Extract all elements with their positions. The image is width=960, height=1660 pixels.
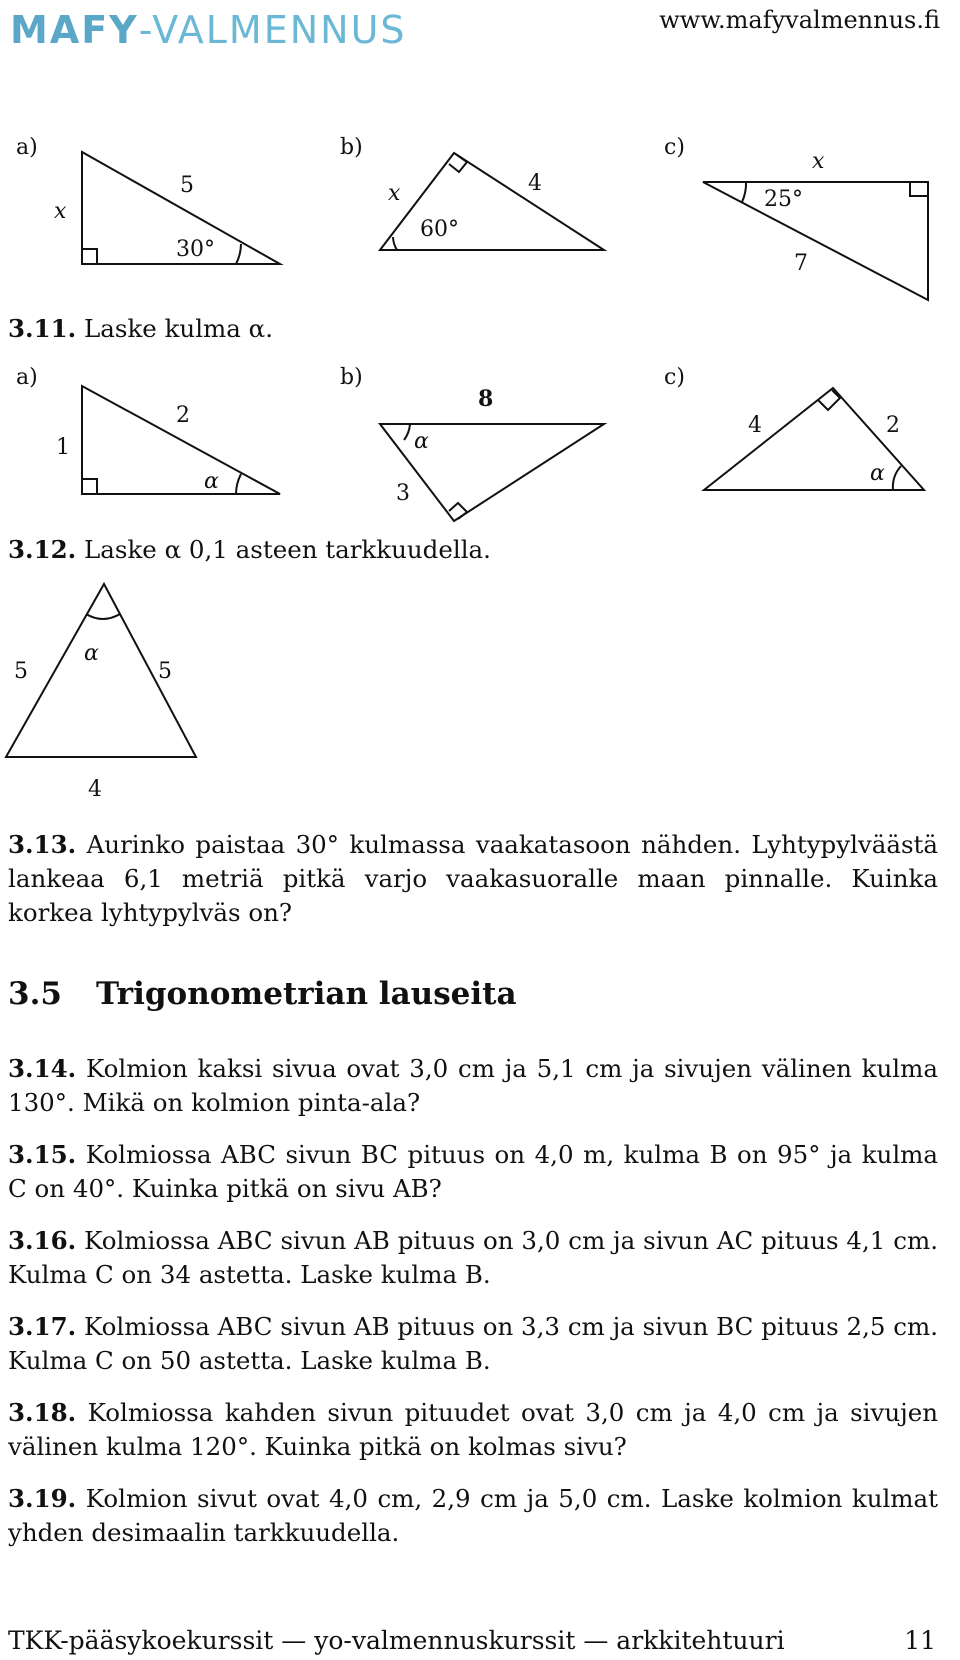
problem-text: Laske kulma α. <box>84 314 274 343</box>
fig-311-label-c: c) <box>664 365 685 390</box>
problem-number: 3.13. <box>8 830 77 859</box>
problem-text: Kolmion sivut ovat 4,0 cm, 2,9 cm ja 5,0 cm. Laske kolmion kulmat yhden desimaalin tarkkuudella. <box>8 1484 938 1547</box>
fig-311-c-angle: α <box>870 461 885 486</box>
fig-312-angle: α <box>84 641 99 666</box>
fig-311-a-side: 1 <box>56 435 70 460</box>
problem-number: 3.18. <box>8 1398 77 1427</box>
fig-label-a: a) <box>16 135 38 160</box>
fig-label-b: b) <box>340 135 363 160</box>
problem-text: Kolmiossa ABC sivun AB pituus on 3,3 cm ja sivun BC pituus 2,5 cm. Kulma C on 50 astetta. Laske kulma B. <box>8 1312 938 1375</box>
problem-3-16 <box>8 1224 938 1292</box>
footer-text: TKK-pääsykoekurssit — yo-valmennuskurssit — arkkitehtuuri <box>8 1626 785 1655</box>
problem-text: Kolmiossa ABC sivun BC pituus on 4,0 m, kulma B on 95° ja kulma C on 40°. Kuinka pitkä on sivu AB? <box>8 1140 938 1203</box>
fig-311-b-side: 3 <box>396 481 410 506</box>
fig-312-right: 5 <box>158 659 172 684</box>
problem-text: Laske α 0,1 asteen tarkkuudella. <box>84 535 491 564</box>
logo-part2: -VALMENNUS <box>138 8 407 52</box>
problem-3-14 <box>8 1052 938 1120</box>
problem-number: 3.11. <box>8 314 77 343</box>
problem-text: Kolmiossa ABC sivun AB pituus on 3,0 cm ja sivun AC pituus 4,1 cm. Kulma C on 34 astetta. Laske kulma B. <box>8 1226 938 1289</box>
fig-311-label-a: a) <box>16 365 38 390</box>
fig-label-c: c) <box>664 135 685 160</box>
problem-text: Aurinko paistaa 30° kulmassa vaakatasoon nähden. Lyhtypylväästä lankeaa 6,1 metriä pitkä varjo vaakasuoralle maan pinnalle. Kuinka korkea lyhtypylväs on? <box>8 830 938 927</box>
fig-311-label-b: b) <box>340 365 363 390</box>
fig-311-c-right: 2 <box>886 413 900 438</box>
problem-3-17 <box>8 1310 938 1378</box>
fig-top-a-side: x <box>54 199 67 224</box>
fig-top-c-hyp: 7 <box>794 251 808 276</box>
problem-text: Kolmiossa kahden sivun pituudet ovat 3,0 cm ja 4,0 cm ja sivujen välinen kulma 120°. Kuinka pitkä on kolmas sivu? <box>8 1398 938 1461</box>
page-number: 11 <box>904 1626 936 1655</box>
problem-number: 3.16. <box>8 1226 77 1255</box>
problem-3-18 <box>8 1396 938 1464</box>
problem-number: 3.14. <box>8 1054 77 1083</box>
fig-311-c-left: 4 <box>748 413 762 438</box>
problem-number: 3.17. <box>8 1312 77 1341</box>
section-title: Trigonometrian lauseita <box>95 976 517 1012</box>
fig-312-base: 4 <box>88 777 102 800</box>
logo-part1: MAFY <box>10 8 139 52</box>
problem-number: 3.15. <box>8 1140 77 1169</box>
section-heading <box>8 976 517 1012</box>
fig-311-a-hyp: 2 <box>176 403 190 428</box>
fig-top-a-angle: 30° <box>176 237 215 262</box>
problem-3-19 <box>8 1482 938 1550</box>
fig-311-a-angle: α <box>204 469 219 494</box>
fig-312-left: 5 <box>14 659 28 684</box>
fig-311-b-hyp: 8 <box>478 386 494 412</box>
fig-top-a-hyp: 5 <box>180 173 194 198</box>
problem-3-15 <box>8 1138 938 1206</box>
page-footer <box>8 1626 936 1655</box>
triangle-311-c <box>704 388 924 490</box>
fig-top-c-angle: 25° <box>764 187 803 212</box>
triangle-top-c <box>703 182 928 300</box>
problem-text: Kolmion kaksi sivua ovat 3,0 cm ja 5,1 cm ja sivujen välinen kulma 130°. Mikä on kolmion pinta-ala? <box>8 1054 938 1117</box>
fig-top-c-side: x <box>812 149 825 174</box>
triangle-top-b <box>380 153 604 250</box>
fig-311-b-angle: α <box>414 429 429 454</box>
triangle-figures <box>0 0 960 800</box>
problem-number: 3.12. <box>8 535 77 564</box>
problem-number: 3.19. <box>8 1484 77 1513</box>
fig-top-b-angle: 60° <box>420 217 459 242</box>
section-number: 3.5 <box>8 976 62 1012</box>
site-url[interactable]: www.mafyvalmennus.fi <box>659 6 940 34</box>
problem-3-11 <box>8 314 273 343</box>
fig-top-b-side: x <box>388 181 401 206</box>
fig-top-b-leg: 4 <box>528 171 542 196</box>
problem-3-13 <box>8 828 938 930</box>
problem-3-12 <box>8 535 491 564</box>
